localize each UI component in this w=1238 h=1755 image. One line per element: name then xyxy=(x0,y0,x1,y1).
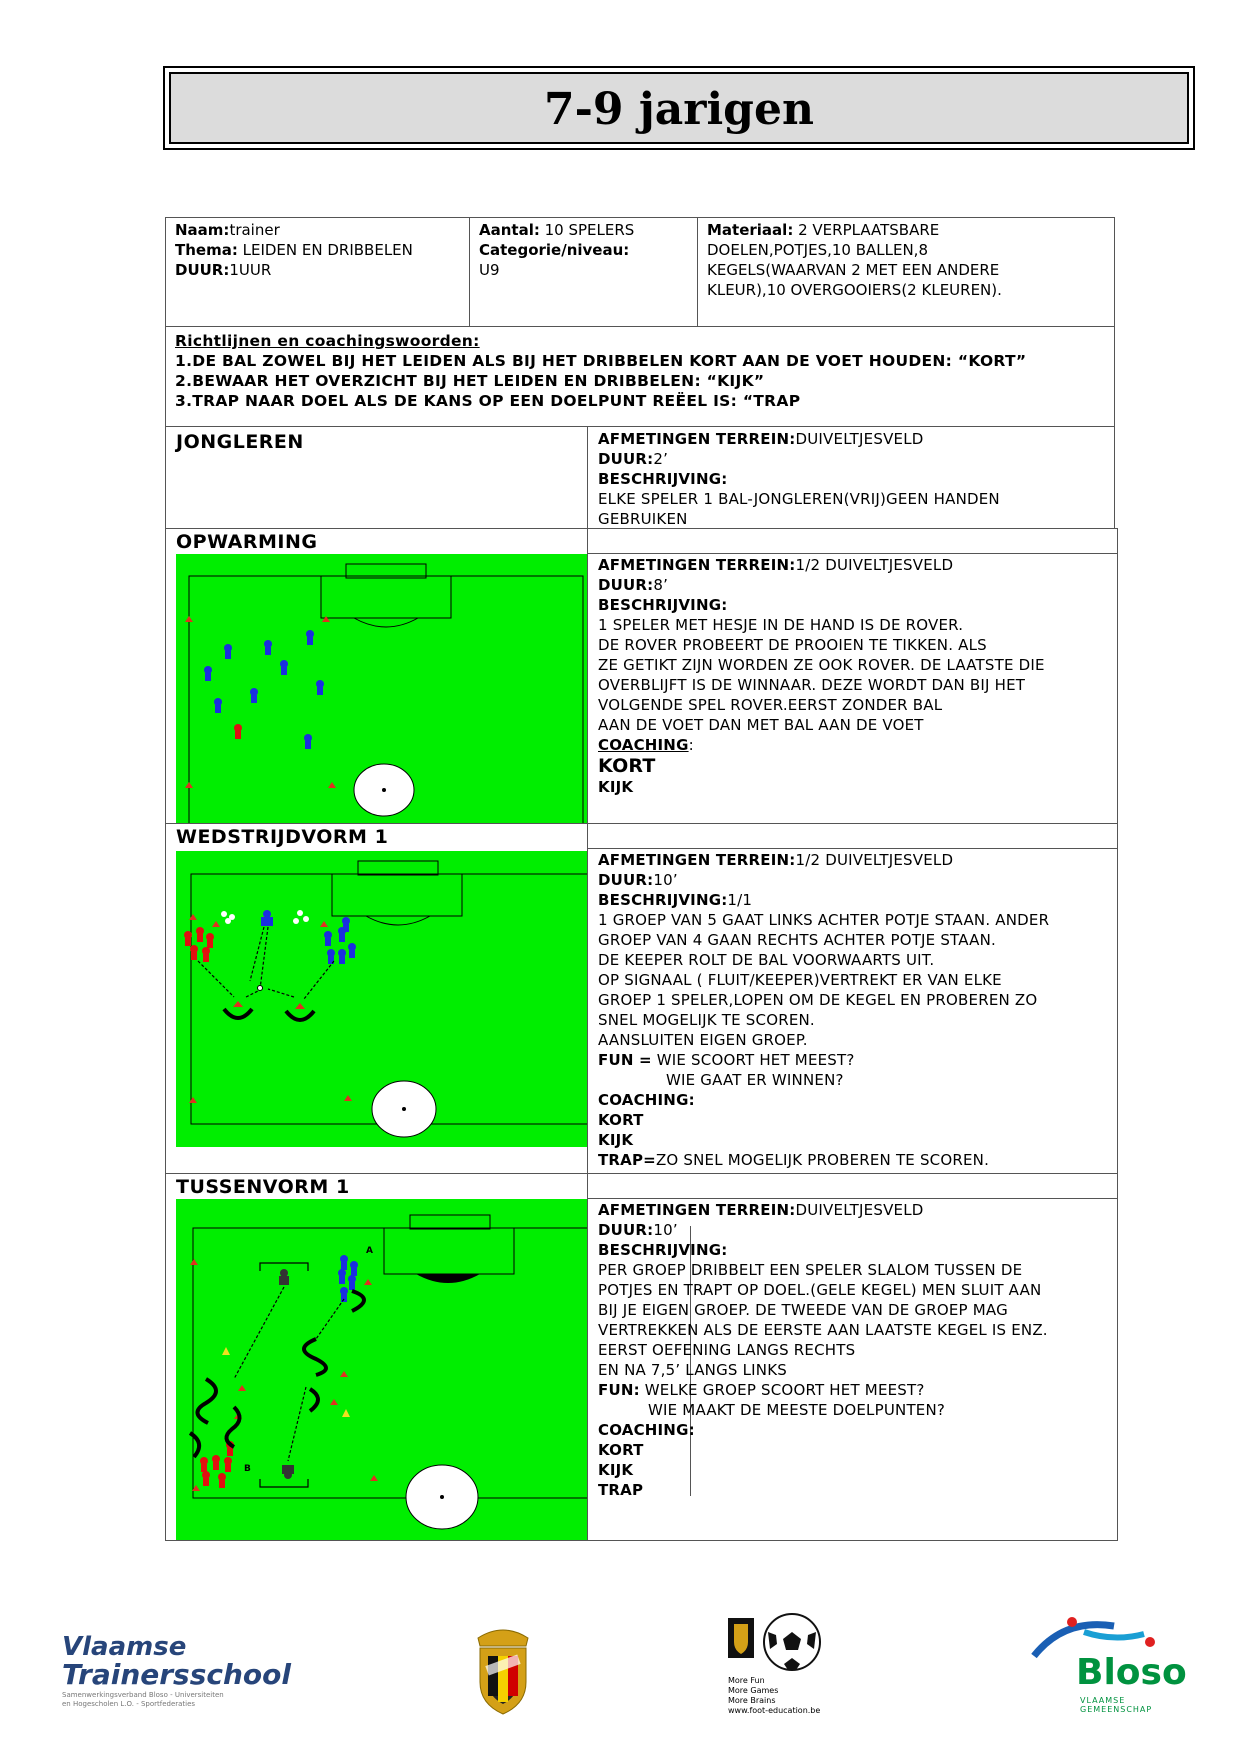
field-diagram-wedstrijdvorm xyxy=(176,851,587,1147)
row-line xyxy=(587,848,1118,849)
section-title-tussenvorm: TUSSENVORM 1 xyxy=(176,1176,350,1198)
section-title-jongleren: JONGLEREN xyxy=(176,431,304,453)
marker-a: A xyxy=(366,1246,373,1256)
field-diagram-tussenvorm xyxy=(176,1199,587,1540)
richtlijnen-line: 3.TRAP NAAR DOEL ALS DE KANS OP EEN DOELPUNT REËEL IS: “TRAP xyxy=(175,392,801,410)
section-title-wedstrijdvorm: WEDSTRIJDVORM 1 xyxy=(176,826,389,848)
richtlijnen-cell xyxy=(165,328,1115,414)
richtlijnen-line: 2.BEWAAR HET OVERZICHT BIJ HET LEIDEN EN DRIBBELEN: “KIJK” xyxy=(175,372,765,390)
wedstrijdvorm-description: AFMETINGEN TERREIN:1/2 DUIVELTJESVELD DUUR:10’ BESCHRIJVING:1/1 1 GROEP VAN 5 GAAT LINKS ACHTER POTJE STAAN. ANDER GROEP VAN 4 GAAN RECHTS ACHTER POTJE STAAN. DE KEEPER ROLT DE BAL VOORWAARTS UIT. OP SIGNAAL ( FLUIT/KEEPER)VERTREKT ER VAN ELKE GROEP 1 SPELER,LOPEN OM DE KEGEL EN PROBEREN ZO SNEL MOGELIJK TE SCOREN. AANSLUITEN EIGEN GROEP. FUN = WIE SCOORT HET MEEST? WIE GAAT ER WINNEN? COACHING: KORT KIJK TRAP=ZO SNEL MOGELIJK PROBEREN TE SCOREN. xyxy=(598,851,1050,1169)
richtlijnen-heading: Richtlijnen en coachingswoorden: xyxy=(175,332,480,350)
richtlijnen-line: 1.DE BAL ZOWEL BIJ HET LEIDEN ALS BIJ HET DRIBBELEN KORT AAN DE VOET HOUDEN: “KORT” xyxy=(175,352,1027,370)
tussenvorm-description: AFMETINGEN TERREIN:DUIVELTJESVELD DUUR:10’ BESCHRIJVING: PER GROEP DRIBBELT EEN SPELER SLALOM TUSSEN DE POTJES EN TRAPT OP DOEL.(GELE KEGEL) MEN SLUIT AAN BIJ JE EIGEN GROEP. DE TWEEDE VAN DE GROEP MAG VERTREKKEN ALS DE EERSTE AAN LAATSTE KEGEL IS ENZ. EERST OEFENING LANGS RECHTS EN NA 7,5’ LANGS LINKS FUN: WELKE GROEP SCOORT HET MEEST? WIE MAAKT DE MEESTE DOELPUNTEN? COACHING: KORT KIJK TRAP xyxy=(598,1201,1048,1499)
frame-left xyxy=(165,427,166,1540)
field-diagram-opwarming xyxy=(176,554,587,823)
frame-bottom xyxy=(165,1540,1118,1541)
info-naam-cell: Naam:trainer Thema: LEIDEN EN DRIBBELEN DUUR:1UUR xyxy=(175,221,413,279)
kbvb-crest-logo xyxy=(468,1620,538,1720)
frame-right xyxy=(1117,528,1118,1540)
opwarming-description: AFMETINGEN TERREIN:1/2 DUIVELTJESVELD DUUR:8’ BESCHRIJVING: 1 SPELER MET HESJE IN DE HAND IS DE ROVER. DE ROVER PROBEERT DE PROOIEN TE TIKKEN. ALS ZE GETIKT ZIJN WORDEN ZE OOK ROVER. DE LAATSTE DIE OVERBLIJFT IS DE WINNAAR. DEZE WORDT DAN BIJ HET VOLGENDE SPEL ROVER.EERST ZONDER BAL AAN DE VOET DAN MET BAL AAN DE VOET COACHING: KORT KIJK xyxy=(598,556,1045,796)
section-title-opwarming: OPWARMING xyxy=(176,531,318,553)
row-line xyxy=(587,553,1118,554)
row-line xyxy=(165,823,1118,824)
info-aantal-cell: Aantal: 10 SPELERS Categorie/niveau: U9 xyxy=(479,221,635,279)
info-materiaal-cell: Materiaal: 2 VERPLAATSBARE DOELEN,POTJES,10 BALLEN,8 KEGELS(WAARVAN 2 MET EEN ANDERE KLEUR),10 OVERGOOIERS(2 KLEUREN). xyxy=(707,221,1002,299)
page-title: 7-9 jarigen xyxy=(544,84,814,135)
vlaamse-trainersschool-logo: Vlaamse Trainersschool Samenwerkingsverband Bloso - Universiteiten en Hogescholen L.O. - Sportfederaties xyxy=(62,1632,291,1708)
frame-right-top xyxy=(1114,427,1115,528)
jongleren-description: AFMETINGEN TERREIN:DUIVELTJESVELD DUUR:2’ BESCHRIJVING: ELKE SPELER 1 BAL-JONGLEREN(VRIJ)GEEN HANDEN GEBRUIKEN xyxy=(598,430,1000,528)
bloso-logo: Bloso VLAAMSE GEMEENSCHAP xyxy=(1024,1612,1194,1712)
marker-b: B xyxy=(244,1464,251,1474)
title-box xyxy=(163,66,1195,150)
foot-education-logo: More Fun More Games More Brains www.foot-education.be xyxy=(728,1612,828,1712)
frame-mid xyxy=(587,427,588,1540)
title-inner xyxy=(169,72,1189,144)
row-line xyxy=(165,1173,1118,1174)
row-line xyxy=(587,1198,1118,1199)
